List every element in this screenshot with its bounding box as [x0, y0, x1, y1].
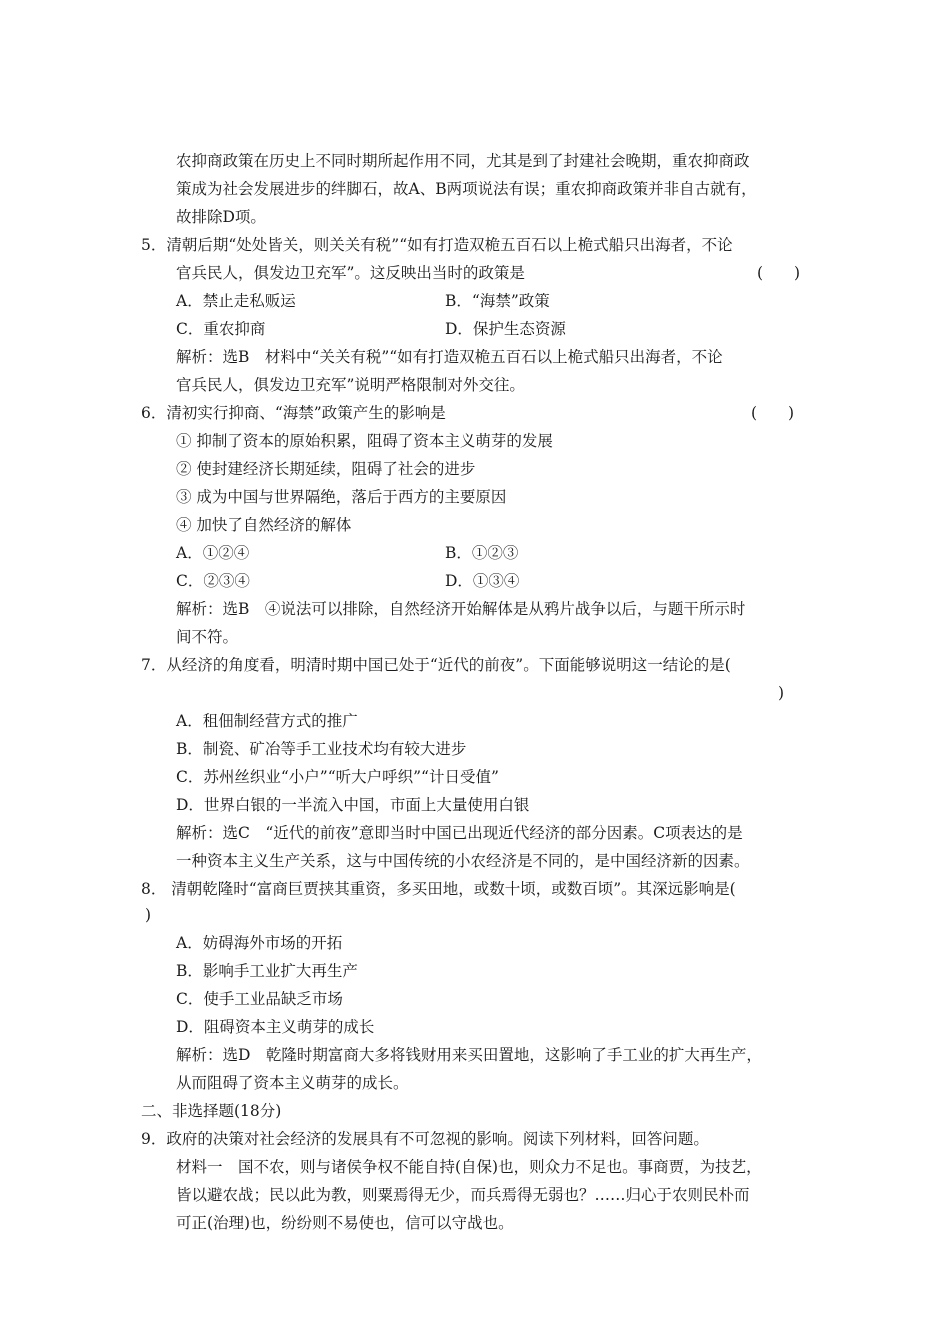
q8-option-d: D．阻碍资本主义萌芽的成长: [176, 1018, 375, 1036]
q8-bracket-close: ): [145, 906, 152, 924]
q5-option-a: A．禁止走私贩运: [176, 292, 296, 310]
intro-line-1: 农抑商政策在历史上不同时期所起作用不同，尤其是到了封建社会晚期，重农抑商政: [176, 152, 750, 170]
q8-option-c: C．使手工业品缺乏市场: [176, 990, 343, 1008]
q6-answer-bracket: ( ): [751, 404, 795, 422]
q7-option-d: D．世界白银的一半流入中国，市面上大量使用白银: [176, 796, 530, 814]
q6-item-3: ③ 成为中国与世界隔绝，落后于西方的主要原因: [176, 488, 507, 506]
q9-material-line-1: 材料一 国不农，则与诸侯争权不能自持(自保)也，则众力不足也。事商贾，为技艺，: [176, 1158, 762, 1176]
q5-stem-line-2: 官兵民人，俱发边卫充军”。这反映出当时的政策是: [176, 264, 525, 282]
q5-analysis-line-2: 官兵民人，俱发边卫充军”说明严格限制对外交往。: [176, 376, 525, 394]
q7-option-a: A．租佃制经营方式的推广: [176, 712, 358, 730]
q8-analysis-line-1: 解析：选D 乾隆时期富商大多将钱财用来买田置地，这影响了手工业的扩大再生产，: [176, 1046, 762, 1064]
q7-stem: 7．从经济的角度看，明清时期中国已处于“近代的前夜”。下面能够说明这一结论的是(: [141, 656, 731, 674]
q8-analysis-line-2: 从而阻碍了资本主义萌芽的成长。: [176, 1074, 409, 1092]
q6-option-c: C．②③④: [176, 572, 250, 590]
q7-analysis-line-1: 解析：选C “近代的前夜”意即当时中国已出现近代经济的部分因素。C项表达的是: [176, 824, 743, 842]
intro-line-2: 策成为社会发展进步的绊脚石，故A、B两项说法有误；重农抑商政策并非自古就有，: [176, 180, 757, 198]
q7-option-c: C．苏州丝织业“小户”“听大户呼织”“计日受值”: [176, 768, 499, 786]
q8-option-b: B．影响手工业扩大再生产: [176, 962, 358, 980]
q7-analysis-line-2: 一种资本主义生产关系，这与中国传统的小农经济是不同的，是中国经济新的因素。: [176, 852, 750, 870]
q6-item-4: ④ 加快了自然经济的解体: [176, 516, 352, 534]
q5-answer-bracket: ( ): [757, 264, 801, 282]
q6-option-d: D．①③④: [445, 572, 520, 590]
q5-option-d: D．保护生态资源: [445, 320, 566, 338]
q8-stem: 8． 清朝乾隆时“富商巨贾挟其重资，多买田地，或数十顷，或数百顷”。其深远影响是(: [141, 880, 736, 898]
q9-material-line-2: 皆以避农战；民以此为教，则粟焉得无少，而兵焉得无弱也？……归心于农则民朴而: [176, 1186, 750, 1204]
q6-analysis-line-1: 解析：选B ④说法可以排除，自然经济开始解体是从鸦片战争以后，与题干所示时: [176, 600, 746, 618]
section-heading: 二、非选择题(18分): [141, 1102, 282, 1120]
q8-option-a: A．妨碍海外市场的开拓: [176, 934, 343, 952]
q9-material-line-3: 可正(治理)也，纷纷则不易使也，信可以守战也。: [176, 1214, 514, 1232]
q7-option-b: B．制瓷、矿冶等手工业技术均有较大进步: [176, 740, 467, 758]
intro-line-3: 故排除D项。: [176, 208, 266, 226]
q6-item-1: ① 抑制了资本的原始积累，阻碍了资本主义萌芽的发展: [176, 432, 553, 450]
q6-option-b: B．①②③: [445, 544, 519, 562]
q9-stem: 9．政府的决策对社会经济的发展具有不可忽视的影响。阅读下列材料，回答问题。: [141, 1130, 709, 1148]
q6-item-2: ② 使封建经济长期延续，阻碍了社会的进步: [176, 460, 476, 478]
q6-option-a: A．①②④: [176, 544, 250, 562]
q7-bracket-close: ): [778, 684, 785, 702]
q6-analysis-line-2: 间不符。: [176, 628, 239, 646]
q5-option-c: C．重农抑商: [176, 320, 266, 338]
q6-stem: 6．清初实行抑商、“海禁”政策产生的影响是: [141, 404, 446, 422]
q5-stem-line-1: 5．清朝后期“处处皆关，则关关有税”“如有打造双桅五百石以上桅式船只出海者，不论: [141, 236, 733, 254]
q5-option-b: B．“海禁”政策: [445, 292, 550, 310]
q5-analysis-line-1: 解析：选B 材料中“关关有税”“如有打造双桅五百石以上桅式船只出海者，不论: [176, 348, 723, 366]
